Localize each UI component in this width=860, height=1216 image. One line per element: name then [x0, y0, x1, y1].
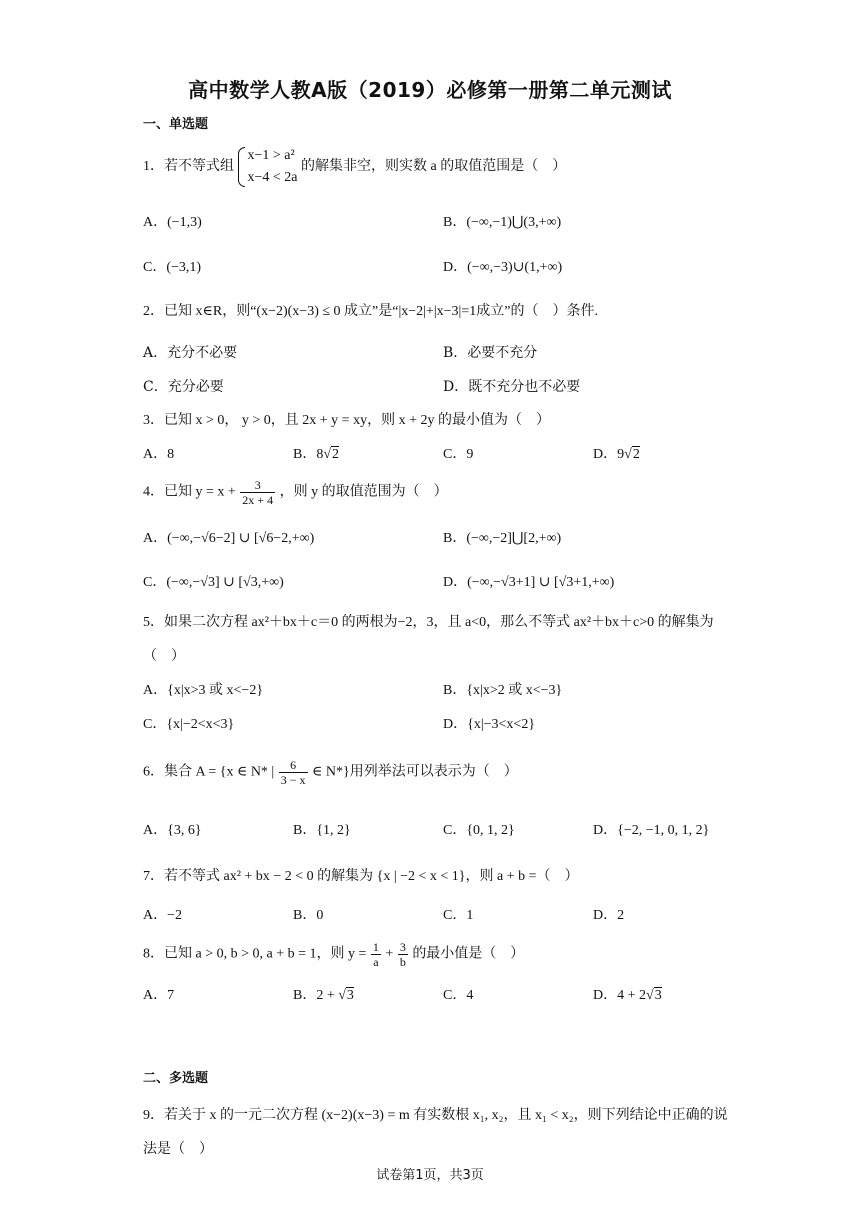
q6-option-d: D．{−2, −1, 0, 1, 2}: [593, 823, 710, 838]
q8-option-a: A．7: [143, 988, 175, 1003]
q1-stem-pre: 1．若不等式组: [143, 159, 234, 175]
q8-fraction-1-numerator: 1: [372, 940, 379, 954]
question-5: 5．如果二次方程 ax²＋bx＋c＝0 的两根为−2，3，且 a<0，那么不等式 ax²＋bx＋c>0 的解集为（ ）: [143, 615, 714, 664]
q6-fraction-denominator: 3 − x: [280, 773, 306, 787]
q4-option-a: A．(−∞,−√6−2] ∪ [√6−2,+∞): [143, 531, 315, 546]
q8-fraction-2-denominator: b: [399, 955, 406, 969]
q4-option-d: D．(−∞,−√3+1] ∪ [√3+1,+∞): [443, 575, 615, 590]
q8-option-b-radicand: 3: [346, 988, 354, 1003]
q6-stem-post: ∈ N*}用列举法可以表示为（ ）: [312, 764, 518, 780]
q3-option-a: A．8: [143, 447, 175, 462]
question-2: 2．已知 x∈R，则“(x−2)(x−3) ≤ 0 成立”是“|x−2|+|x−3|=1成立”的（ ）条件.: [143, 304, 598, 319]
q2-option-d: D．既不充分也不必要: [443, 379, 581, 395]
q8-option-b: B．2 + √3: [293, 988, 354, 1003]
question-4: [143, 478, 448, 507]
q3-option-b-radicand: 2: [332, 447, 340, 462]
q8-option-b-text: B．2 +: [293, 988, 335, 1003]
question-3: 3．已知 x > 0， y > 0，且 2x + y = xy，则 x + 2y 的最小值为（ ）: [143, 413, 550, 428]
q6-option-c: C．{0, 1, 2}: [443, 823, 515, 838]
q8-option-d-radicand: 3: [654, 988, 662, 1003]
q8-fraction-2: [398, 940, 408, 969]
q4-fraction: [240, 478, 275, 507]
q5-option-b: B．{x|x>2 或 x<−3}: [443, 683, 563, 698]
q1-stem-post: 的解集非空，则实数 a 的取值范围是（ ）: [301, 159, 567, 175]
q8-option-d-text: D．4 + 2: [593, 988, 647, 1003]
q8-fraction-2-numerator: 3: [399, 940, 406, 954]
q3-option-b: B．8√2: [293, 447, 340, 462]
question-9: 9．若关于 x 的一元二次方程 (x−2)(x−3) = m 有实数根 x₁, x₂，且 x₁ < x₂，则下列结论中正确的说法是（ ）: [143, 1108, 728, 1157]
q2-option-a: A．充分不必要: [143, 345, 238, 361]
q8-option-c: C．4: [443, 988, 474, 1003]
q6-option-b: B．{1, 2}: [293, 823, 351, 838]
q8-fraction-1: [371, 940, 381, 969]
q3-option-c: C．9: [443, 447, 474, 462]
q1-option-c: C．(−3,1): [143, 260, 202, 275]
inequality-system: [238, 145, 298, 189]
page-title: 高中数学人教A版（2019）必修第一册第二单元测试: [188, 78, 672, 102]
q8-option-d: D．4 + 2√3: [593, 988, 662, 1003]
q4-fraction-numerator: 3: [240, 478, 275, 493]
q8-plus: +: [385, 946, 394, 962]
q2-option-b: B．必要不充分: [443, 345, 538, 361]
q7-option-d: D．2: [593, 908, 625, 923]
q1-option-d: D．(−∞,−3)∪(1,+∞): [443, 260, 563, 275]
q5-option-d: D．{x|−3<x<2}: [443, 717, 536, 732]
q4-fraction-denominator: 2x + 4: [242, 493, 274, 507]
q3-option-b-text: B．8: [293, 447, 324, 462]
q5-option-a: A．{x|x>3 或 x<−2}: [143, 683, 264, 698]
q4-stem-pre: 4．已知 y = x +: [143, 484, 236, 500]
q8-fraction-1-denominator: a: [373, 955, 379, 969]
q1-option-a: A．(−1,3): [143, 215, 202, 230]
q6-option-a: A．{3, 6}: [143, 823, 202, 838]
q7-option-c: C．1: [443, 908, 474, 923]
q4-option-c: C．(−∞,−√3] ∪ [√3,+∞): [143, 575, 284, 590]
q3-option-d: D．9√2: [593, 447, 640, 462]
question-6: [143, 758, 518, 787]
q1-option-b: B．(−∞,−1)⋃(3,+∞): [443, 215, 562, 230]
q7-option-a: A．−2: [143, 908, 183, 923]
q2-option-c: C．充分必要: [143, 379, 224, 395]
question-1: [143, 145, 566, 189]
q3-option-d-radicand: 2: [632, 447, 640, 462]
q6-fraction: [279, 758, 308, 787]
q6-stem-pre: 6．集合 A = {x ∈ N* |: [143, 764, 275, 780]
q6-fraction-numerator: 6: [279, 758, 308, 773]
q5-option-c: C．{x|−2<x<3}: [143, 717, 235, 732]
section-heading-multi-choice: 二、多选题: [143, 1071, 209, 1086]
q3-option-d-text: D．9: [593, 447, 625, 462]
system-line-2: x−4 < 2a: [247, 170, 298, 185]
q8-stem-pre: 8．已知 a > 0, b > 0, a + b = 1，则 y =: [143, 946, 367, 962]
question-7: 7．若不等式 ax² + bx − 2 < 0 的解集为 {x | −2 < x < 1}，则 a + b =（ ）: [143, 869, 579, 884]
q8-stem-post: 的最小值是（ ）: [412, 946, 525, 962]
q4-option-b: B．(−∞,−2]⋃[2,+∞): [443, 531, 562, 546]
q4-stem-post: ，则 y 的取值范围为（ ）: [279, 484, 448, 500]
section-heading-single-choice: 一、单选题: [143, 117, 209, 132]
question-8: [143, 940, 524, 969]
system-line-1: x−1 > a²: [247, 148, 295, 163]
page-footer: 试卷第1页，共3页: [376, 1168, 484, 1183]
q7-option-b: B．0: [293, 908, 324, 923]
